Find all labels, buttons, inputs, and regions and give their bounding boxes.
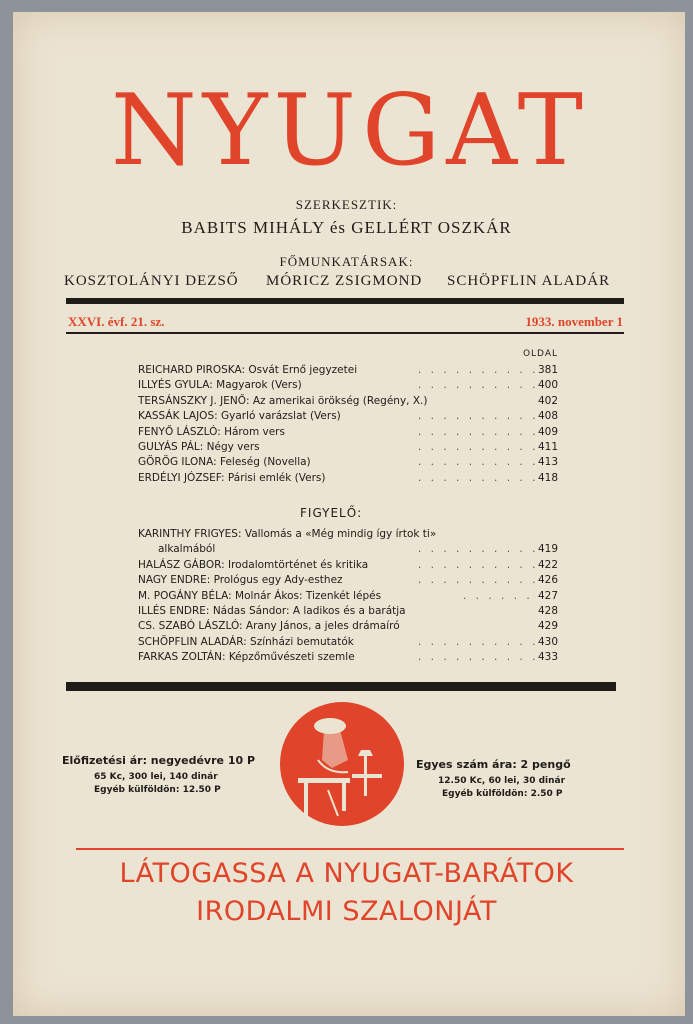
editors-names: BABITS MIHÁLY és GELLÉRT OSZKÁR	[181, 218, 512, 237]
top-thick-rule	[66, 298, 624, 304]
top-thin-rule	[66, 332, 624, 334]
promo-rule	[76, 848, 624, 850]
single-issue-price: Egyes szám ára: 2 pengő	[416, 758, 571, 771]
magazine-title: NYUGAT	[110, 74, 590, 188]
editors-label: SZERKESZTIK:	[295, 197, 398, 212]
subscription-foreign-prices: 65 Kc, 300 lei, 140 dinár	[94, 772, 218, 782]
toc-entry: KASSÁK LAJOS: Gyarló varázslat (Vers) . . . . . . . . . . 408	[138, 410, 558, 423]
promo-line-2: IRODALMI SZALONJÁT	[196, 896, 497, 927]
toc-entry: FENYŐ LÁSZLÓ: Három vers . . . . . . . . . . 409	[138, 425, 558, 438]
figyelo-contents	[138, 527, 558, 666]
subscription-price: Előfizetési ár: negyedévre 10 P	[62, 754, 256, 767]
toc-entry: ILLYÉS GYULA: Magyarok (Vers) . . . . . . . . . . 400	[138, 379, 558, 392]
toc-entry: ERDÉLYI JÓZSEF: Párisi emlék (Vers) . . . . . . . . . . 418	[138, 471, 558, 484]
toc-entry: FARKAS ZOLTÁN: Képzőművészeti szemle . . . . . . . . . . 433	[138, 651, 558, 664]
toc-entry: REICHARD PIROSKA: Osvát Ernő jegyzetei . . . . . . . . . . 381	[138, 364, 558, 376]
reader-emblem-icon	[278, 700, 406, 828]
contributor-3: SCHÖPFLIN ALADÁR	[447, 273, 611, 289]
toc-entry: GULYÁS PÁL: Négy vers . . . . . . . . . . 411	[138, 440, 558, 453]
subscription-other-countries: Egyéb külföldön: 12.50 P	[94, 785, 221, 795]
contributors-label: FŐMUNKATÁRSAK:	[279, 254, 414, 269]
contributor-1: KOSZTOLÁNYI DEZSŐ	[64, 273, 239, 289]
toc-entry: CS. SZABÓ LÁSZLÓ: Arany János, a jeles drámaíró 429	[138, 620, 558, 633]
issue-date: 1933. november 1	[525, 314, 623, 329]
section-title: FIGYELŐ:	[300, 506, 363, 520]
page-column-header: OLDAL	[522, 349, 558, 359]
toc-entry: TERSÁNSZKY J. JENŐ: Az amerikai örökség (Regény, X.) 402	[138, 394, 558, 407]
toc-entry: M. POGÁNY BÉLA: Molnár Ákos: Tizenkét lépés . . . . . . 427	[138, 589, 558, 602]
issue-number: XXVI. évf. 21. sz.	[68, 314, 165, 329]
single-issue-foreign-prices: 12.50 Kc, 60 lei, 30 dinár	[438, 776, 566, 786]
toc-entry: HALÁSZ GÁBOR: Irodalomtörténet és kritika . . . . . . . . . . 422	[138, 558, 558, 571]
toc-entry: GÖRÖG ILONA: Feleség (Novella) . . . . . . . . . . 413	[138, 456, 558, 469]
toc-entry: alkalmából . . . . . . . . . . 419	[158, 543, 558, 556]
bottom-thick-rule	[66, 682, 616, 691]
contributor-2: MÓRICZ ZSIGMOND	[266, 273, 423, 289]
toc-entry: KARINTHY FRIGYES: Vallomás a «Még mindig így írtok ti»	[138, 528, 437, 540]
toc-entry: NAGY ENDRE: Prológus egy Ady-esthez . . . . . . . . . . 426	[138, 574, 558, 587]
promo-line-1: LÁTOGASSA A NYUGAT-BARÁTOK	[119, 858, 574, 889]
toc-entry: SCHÖPFLIN ALADÁR: Színházi bemutatók . . . . . . . . . . 430	[138, 635, 558, 648]
table-of-contents	[138, 349, 558, 486]
single-issue-other-countries: Egyéb külföldön: 2.50 P	[442, 789, 563, 799]
toc-entry: ILLÉS ENDRE: Nádas Sándor: A ladikos és a barátja 428	[138, 604, 558, 617]
